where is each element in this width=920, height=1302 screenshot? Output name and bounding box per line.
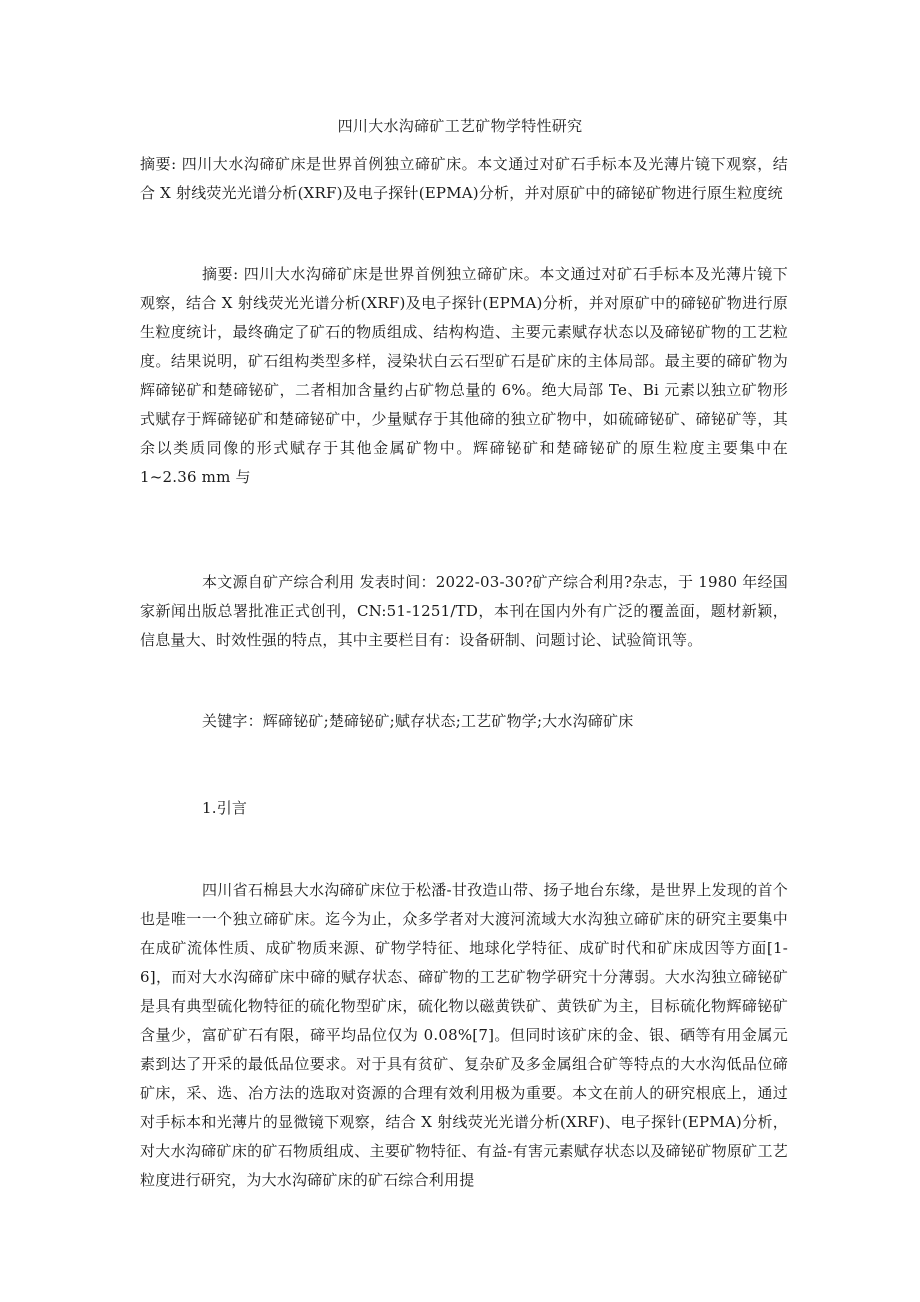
source-paragraph: 本文源自矿产综合利用 发表时间：2022-03-30?矿产综合利用?杂志，于 1980 年经国家新闻出版总署批准正式创刊，CN:51-1251/TD，本刊在国内外有广泛的覆盖面，题材新颖，信息量大、时效性强的特点，其中主要栏目有：设备研制、问题讨论、试验简讯等。: [140, 573, 788, 649]
keywords-line: 关键字：辉碲铋矿;楚碲铋矿;赋存状态;工艺矿物学;大水沟碲矿床: [202, 712, 634, 730]
abstract-paragraph: 摘要: 四川大水沟碲矿床是世界首例独立碲矿床。本文通过对矿石手标本及光薄片镜下观察，结合 X 射线荧光光谱分析(XRF)及电子探针(EPMA)分析，并对原矿中的碲铋矿物进行原生粒度统计，最终确定了矿石的物质组成、结构构造、主要元素赋存状态以及碲铋矿物的工艺粒度。结果说明，矿石组构类型多样，浸染状白云石型矿石是矿床的主体局部。最主要的碲矿物为辉碲铋矿和楚碲铋矿，二者相加含量约占矿物总量的 6%。绝大局部 Te、Bi 元素以独立矿物形式赋存于辉碲铋矿和楚碲铋矿中，少量赋存于其他碲的独立矿物中，如硫碲铋矿、碲铋矿等，其余以类质同像的形式赋存于其他金属矿物中。辉碲铋矿和楚碲铋矿的原生粒度主要集中在 1~2.36 mm 与: [140, 265, 788, 486]
section-heading: 1.引言: [202, 799, 248, 817]
summary-paragraph: 摘要: 四川大水沟碲矿床是世界首例独立碲矿床。本文通过对矿石手标本及光薄片镜下观察，结合 X 射线荧光光谱分析(XRF)及电子探针(EPMA)分析，并对原矿中的碲铋矿物进行原生粒度统: [140, 155, 788, 202]
document-title: 四川大水沟碲矿工艺矿物学特性研究: [337, 117, 583, 135]
intro-paragraph: 四川省石棉县大水沟碲矿床位于松潘-甘孜造山带、扬子地台东缘，是世界上发现的首个也是唯一一个独立碲矿床。迄今为止，众多学者对大渡河流域大水沟独立碲矿床的研究主要集中在成矿流体性质、成矿物质来源、矿物学特征、地球化学特征、成矿时代和矿床成因等方面[1-6]，而对大水沟碲矿床中碲的赋存状态、碲矿物的工艺矿物学研究十分薄弱。大水沟独立碲铋矿是具有典型硫化物特征的硫化物型矿床，硫化物以磁黄铁矿、黄铁矿为主，目标硫化物辉碲铋矿含量少，富矿矿石有限，碲平均品位仅为 0.08%[7]。但同时该矿床的金、银、硒等有用金属元素到达了开采的最低品位要求。对于具有贫矿、复杂矿及多金属组合矿等特点的大水沟低品位碲矿床，采、选、冶方法的选取对资源的合理有效利用极为重要。本文在前人的研究根底上，通过对手标本和光薄片的显微镜下观察，结合 X 射线荧光光谱分析(XRF)、电子探针(EPMA)分析，对大水沟碲矿床的矿石物质组成、主要矿物特征、有益-有害元素赋存状态以及碲铋矿物原矿工艺粒度进行研究，为大水沟碲矿床的矿石综合利用提: [140, 881, 788, 1189]
